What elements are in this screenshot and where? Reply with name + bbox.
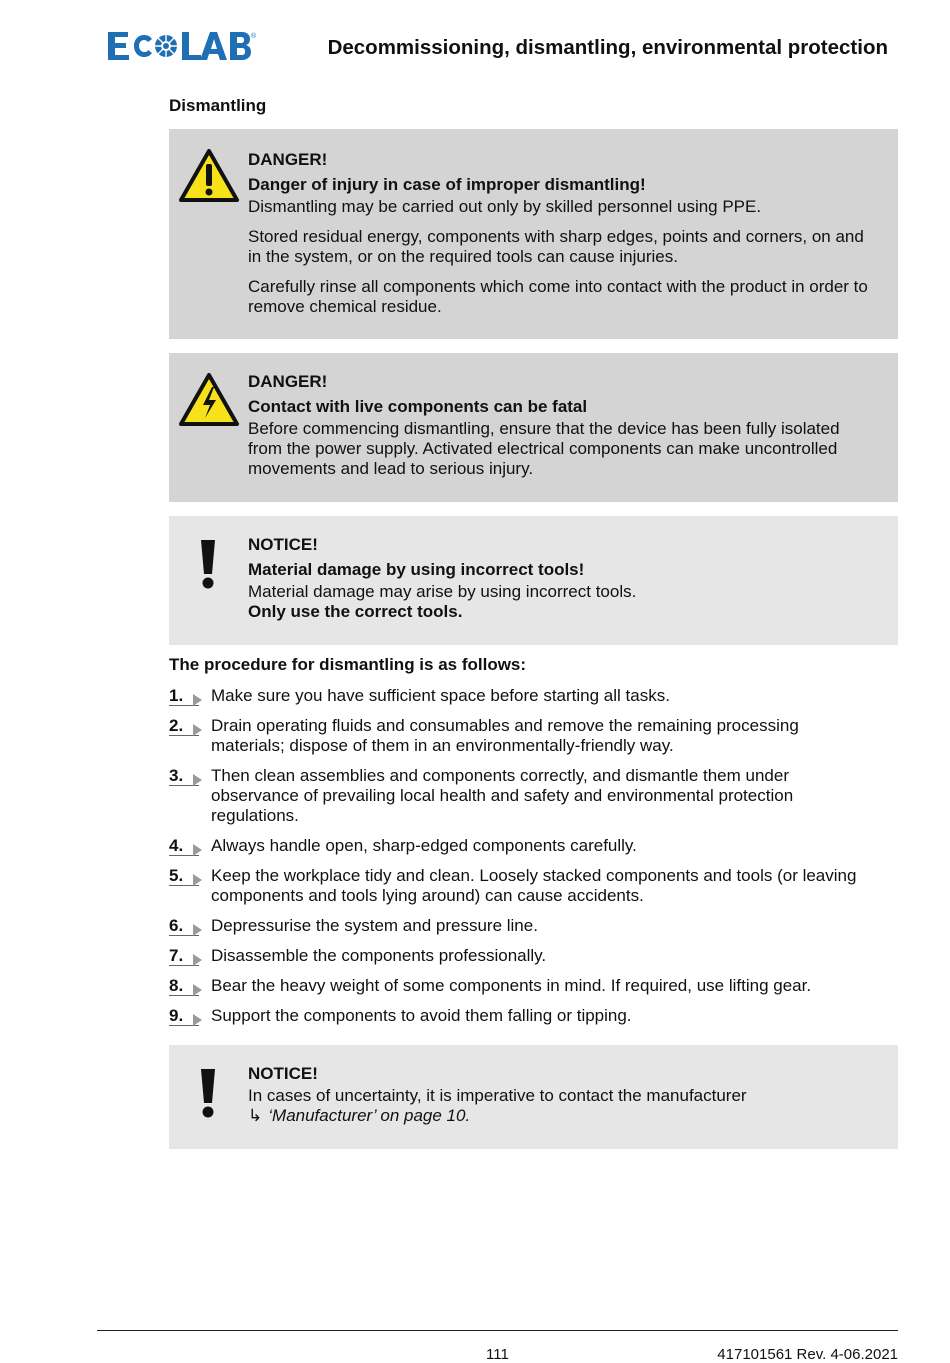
list-item: [169, 916, 869, 936]
step-text: Always handle open, sharp-edged components carefully.: [211, 836, 637, 855]
hazard-text: Stored residual energy, components with sharp edges, points and corners, on and in the system, or on the required tools can cause injuries.: [248, 227, 864, 266]
step-text: Make sure you have sufficient space before starting all tasks.: [211, 686, 670, 705]
step-number: 2.: [169, 716, 199, 736]
section-heading: Dismantling: [169, 96, 267, 115]
svg-text:®: ®: [251, 33, 256, 40]
page-number: 111: [486, 1346, 509, 1363]
hazard-text: Carefully rinse all components which come into contact with the product in order to remove chemical residue.: [248, 277, 868, 316]
exclamation-icon: [197, 538, 219, 595]
list-item: [169, 946, 869, 966]
notice-text: In cases of uncertainty, it is imperative to contact the manufacturer: [248, 1086, 747, 1105]
step-text: Drain operating fluids and consumables and remove the remaining processing materials; dispose of them in an environmentally-friendly way.: [211, 716, 799, 755]
arrow-icon: [193, 984, 202, 996]
arrow-icon: [193, 874, 202, 886]
procedure-intro: The procedure for dismantling is as follows:: [169, 655, 527, 674]
signal-word: NOTICE!: [248, 1064, 318, 1083]
list-item: [169, 836, 869, 856]
arrow-icon: [193, 924, 202, 936]
step-number: 7.: [169, 946, 199, 966]
signal-word: DANGER!: [248, 150, 328, 169]
footer-divider: [97, 1330, 898, 1331]
list-item: [169, 686, 869, 706]
manufacturer-reference-link[interactable]: [248, 1106, 878, 1126]
step-text: Keep the workplace tidy and clean. Loosely stacked components and tools (or leaving components and tools lying around) can cause accidents.: [211, 866, 857, 905]
hazard-headline: Contact with live components can be fatal: [248, 397, 588, 416]
step-number: 4.: [169, 836, 199, 856]
step-number: 6.: [169, 916, 199, 936]
step-number: 1.: [169, 686, 199, 706]
page-header-title: Decommissioning, dismantling, environmental protection: [327, 36, 888, 59]
notice-box-uncertainty: [169, 1045, 898, 1149]
step-text: Depressurise the system and pressure line.: [211, 916, 538, 935]
list-item: [169, 976, 869, 996]
hazard-text: Before commencing dismantling, ensure that the device has been fully isolated from the power supply. Activated electrical components can make uncontrolled movements and lead to serious injury.: [248, 419, 840, 478]
step-text: Support the components to avoid them falling or tipping.: [211, 1006, 632, 1025]
reference-text: ‘Manufacturer’ on page 10.: [268, 1106, 471, 1125]
step-text: Disassemble the components professionally.: [211, 946, 547, 965]
hazard-headline: Danger of injury in case of improper dismantling!: [248, 175, 646, 194]
list-item: [169, 1006, 869, 1026]
arrow-icon: [193, 694, 202, 706]
danger-box-live-components: [169, 353, 898, 502]
step-text: Bear the heavy weight of some components in mind. If required, use lifting gear.: [211, 976, 812, 995]
arrow-icon: [193, 774, 202, 786]
notice-text: Material damage may arise by using incorrect tools.: [248, 582, 637, 601]
signal-word: NOTICE!: [248, 535, 318, 554]
step-number: 8.: [169, 976, 199, 996]
signal-word: DANGER!: [248, 372, 328, 391]
list-item: [169, 766, 869, 826]
step-number: 3.: [169, 766, 199, 786]
danger-box-dismantling: [169, 129, 898, 339]
list-item: [169, 716, 869, 756]
arrow-icon: [193, 724, 202, 736]
step-number: 5.: [169, 866, 199, 886]
step-text: Then clean assemblies and components correctly, and dismantle them under observance of prevailing local health and safety and environmental protection regulations.: [211, 766, 794, 825]
document-revision: 417101561 Rev. 4-06.2021: [717, 1346, 898, 1363]
step-number: 9.: [169, 1006, 199, 1026]
electrical-hazard-icon: [178, 372, 240, 433]
arrow-icon: [193, 954, 202, 966]
procedure-steps: [169, 686, 869, 1036]
warning-triangle-icon: [178, 148, 240, 209]
notice-headline: Material damage by using incorrect tools!: [248, 560, 585, 579]
cross-reference-icon: ↳: [248, 1106, 263, 1125]
notice-action: Only use the correct tools.: [248, 602, 463, 621]
list-item: [169, 866, 869, 906]
arrow-icon: [193, 1014, 202, 1026]
exclamation-icon: [197, 1067, 219, 1124]
hazard-text: Dismantling may be carried out only by skilled personnel using PPE.: [248, 197, 762, 216]
notice-box-tools: [169, 516, 898, 645]
ecolab-logo: [108, 30, 256, 62]
arrow-icon: [193, 844, 202, 856]
